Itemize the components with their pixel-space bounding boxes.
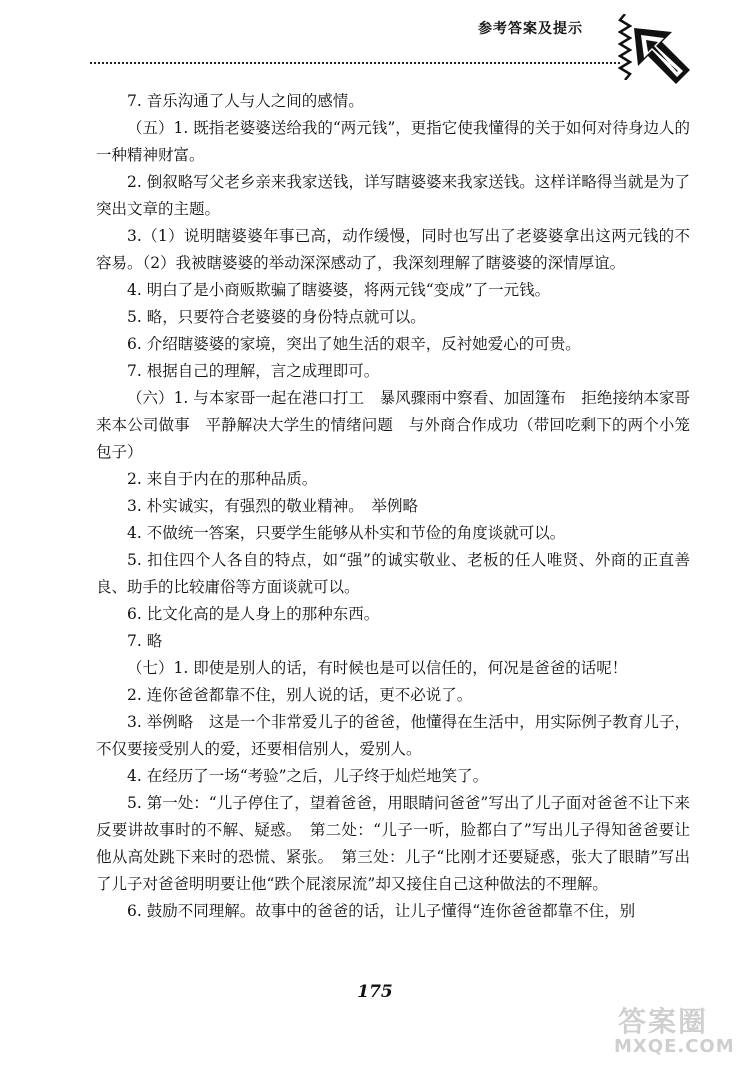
paragraph: 6. 比文化高的是人身上的那种东西。	[127, 605, 380, 623]
paragraph: 4. 明白了是小商贩欺骗了瞎婆婆，将两元钱“变成”了一元钱。	[127, 281, 551, 299]
header-title: 参考答案及提示	[478, 21, 583, 37]
paragraph: （七）1. 即使是别人的话，有时候也是可以信任的，何况是爸爸的话呢！	[127, 659, 628, 677]
paragraph: 4. 不做统一答案，只要学生能够从朴实和节俭的角度谈就可以。	[127, 524, 566, 542]
paragraph: 7. 略	[127, 632, 163, 650]
paragraph: 7. 音乐沟通了人与人之间的感情。	[127, 92, 364, 110]
paragraph: （六）1. 与本家哥一起在港口打工 暴风骤雨中察看、加固篷布 拒绝接纳本家哥来本公司做事 平静解决大学生的情绪问题 与外商合作成功（带回吃剩下的两个小笼包子）	[96, 389, 690, 461]
page-header	[0, 0, 750, 90]
paragraph: 5. 略，只要符合老婆婆的身份特点就可以。	[127, 308, 426, 326]
zigzag-ornament-icon	[618, 14, 632, 80]
paragraph: 2. 来自于内在的那种品质。	[127, 470, 318, 488]
paragraph: 2. 倒叙略写父老乡亲来我家送钱，详写瞎婆婆来我家送钱。这样详略得当就是为了突出文章的主题。	[96, 173, 690, 218]
paragraph: 6. 介绍瞎婆婆的家境，突出了她生活的艰辛，反衬她爱心的可贵。	[127, 335, 581, 353]
page-number: 175	[357, 982, 393, 1002]
arrow-up-left-icon	[632, 26, 692, 88]
paragraph: （五）1. 既指老婆婆送给我的“两元钱”，更指它使我懂得的关于如何对待身边人的一种精神财富。	[96, 119, 690, 164]
paragraph: 6. 鼓励不同理解。故事中的爸爸的话，让儿子懂得“连你爸爸都靠不住，别	[127, 902, 636, 920]
paragraph: 7. 根据自己的理解，言之成理即可。	[127, 362, 380, 380]
paragraph: 3. 举例略 这是一个非常爱儿子的爸爸，他懂得在生活中，用实际例子教育儿子，不仅要接受别人的爱，还要相信别人，爱别人。	[96, 713, 690, 758]
paragraph: 3.（1）说明瞎婆婆年事已高，动作缓慢，同时也写出了老婆婆拿出这两元钱的不容易。（2）我被瞎婆婆的举动深深感动了，我深刻理解了瞎婆婆的深情厚谊。	[96, 227, 690, 272]
answer-text	[96, 88, 690, 925]
watermark	[612, 1000, 742, 1060]
paragraph: 5. 扣住四个人各自的特点，如“强”的诚实敬业、老板的任人唯贤、外商的正直善良、助手的比较庸俗等方面谈就可以。	[96, 551, 690, 596]
paragraph: 5. 第一处：“儿子停住了，望着爸爸，用眼睛问爸爸”写出了儿子面对爸爸不让下来反要讲故事时的不解、疑惑。 第二处：“儿子一听，脸都白了”写出儿子得知爸爸要让他从高处跳下来时的恐慌、紧张。 第三处：儿子“比刚才还要疑惑，张大了眼睛”写出了儿子对爸爸明明要让他“跌个屁滚尿流”却又接住自己这种做法的不理解。	[96, 794, 690, 893]
watermark-url: MXQE.COM	[614, 1036, 735, 1057]
paragraph: 2. 连你爸爸都靠不住，别人说的话，更不必说了。	[127, 686, 473, 704]
header-dotted-rule	[90, 62, 620, 64]
paragraph: 3. 朴实诚实，有强烈的敬业精神。 举例略	[127, 497, 418, 515]
watermark-text: 答案圈	[618, 1005, 709, 1038]
paragraph: 4. 在经历了一场“考验”之后，儿子终于灿烂地笑了。	[127, 767, 489, 785]
